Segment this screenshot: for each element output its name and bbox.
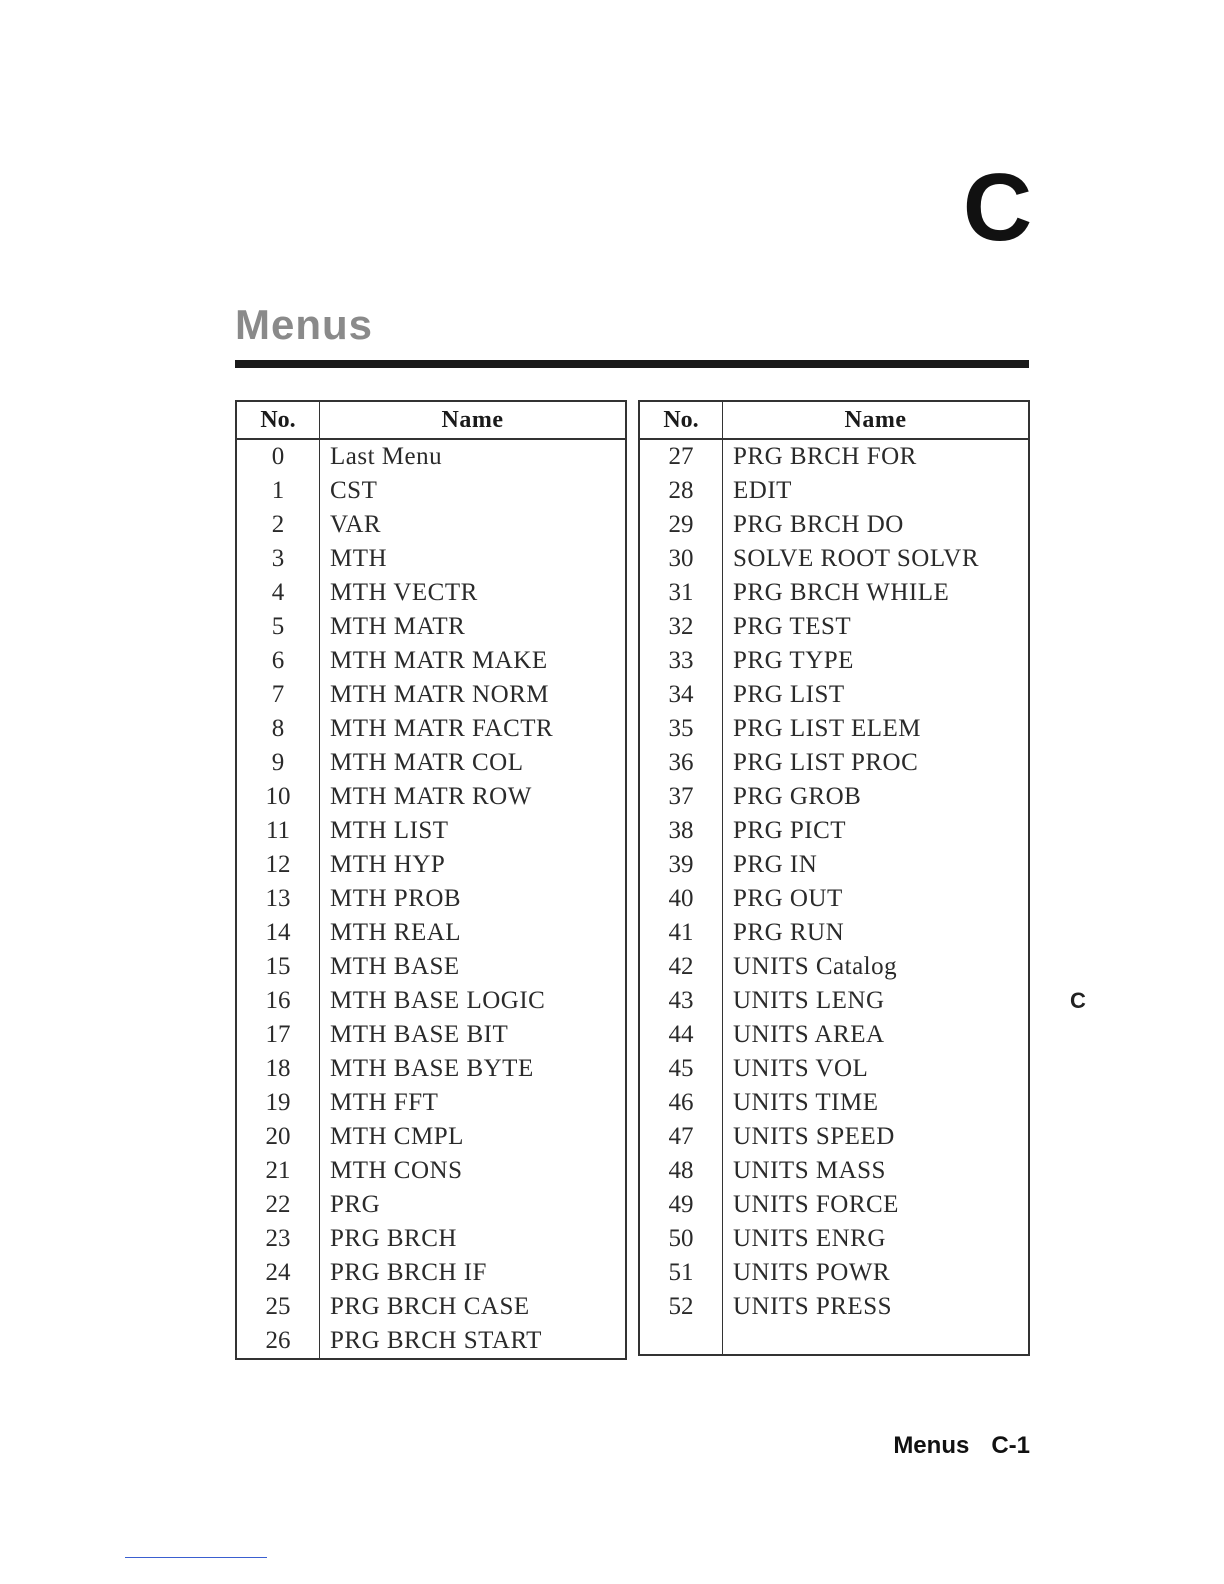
menu-name: UNITS SPEED: [733, 1123, 895, 1150]
bottom-line: [125, 1557, 267, 1558]
menu-name: MTH CMPL: [330, 1123, 464, 1150]
table-row: [639, 542, 1029, 576]
table-row: [639, 916, 1029, 950]
table-row: [236, 882, 626, 916]
menu-name: UNITS AREA: [733, 1021, 885, 1048]
menu-name: PRG BRCH: [330, 1225, 457, 1252]
menu-name: MTH MATR FACTR: [330, 715, 554, 742]
table-header-row: [236, 401, 626, 439]
menu-name: MTH MATR ROW: [330, 783, 532, 810]
menu-number: 29: [639, 508, 723, 542]
menu-name: PRG: [330, 1191, 381, 1218]
menu-name: PRG BRCH WHILE: [733, 579, 950, 606]
menu-name: PRG RUN: [733, 919, 845, 946]
menu-number: 46: [639, 1086, 723, 1120]
menu-table-left: [235, 400, 627, 1360]
menu-number: 13: [236, 882, 320, 916]
menu-name: PRG BRCH START: [330, 1327, 542, 1354]
menu-name: PRG OUT: [733, 885, 843, 912]
menu-name: SOLVE ROOT SOLVR: [733, 545, 980, 572]
table-row: [236, 950, 626, 984]
table-row: [639, 950, 1029, 984]
menu-number: 8: [236, 712, 320, 746]
menu-name: MTH: [330, 545, 388, 572]
menu-number: 33: [639, 644, 723, 678]
table-row: [639, 848, 1029, 882]
menu-number: 11: [236, 814, 320, 848]
menu-number: 30: [639, 542, 723, 576]
menu-name: MTH REAL: [330, 919, 462, 946]
menu-number: 52: [639, 1290, 723, 1324]
table-row: [639, 882, 1029, 916]
table-row: [639, 508, 1029, 542]
column-header-name: Name: [723, 401, 1030, 439]
menu-name: MTH HYP: [330, 851, 446, 878]
menu-name: MTH CONS: [330, 1157, 463, 1184]
menu-name: PRG LIST: [733, 681, 845, 708]
menu-name: MTH FFT: [330, 1089, 439, 1116]
table-row: [639, 1222, 1029, 1256]
table-row: [236, 508, 626, 542]
menu-number: 12: [236, 848, 320, 882]
table-row: [639, 1120, 1029, 1154]
menu-number: 44: [639, 1018, 723, 1052]
table-row: [639, 1188, 1029, 1222]
menu-number: [639, 1324, 723, 1355]
menu-number: 26: [236, 1324, 320, 1359]
menu-name: MTH VECTR: [330, 579, 478, 606]
menu-name: UNITS Catalog: [733, 953, 898, 980]
menu-number: 18: [236, 1052, 320, 1086]
table-row: [236, 1086, 626, 1120]
menu-name: MTH BASE LOGIC: [330, 987, 546, 1014]
table-row: [236, 1324, 626, 1359]
menu-name: UNITS TIME: [733, 1089, 879, 1116]
menu-name: UNITS POWR: [733, 1259, 891, 1286]
column-header-name: Name: [320, 401, 627, 439]
menu-number: 31: [639, 576, 723, 610]
menu-name: MTH LIST: [330, 817, 449, 844]
table-row: [236, 712, 626, 746]
table-row: [236, 1256, 626, 1290]
table-row: [236, 644, 626, 678]
menu-number: 5: [236, 610, 320, 644]
menu-number: 39: [639, 848, 723, 882]
menu-name: UNITS PRESS: [733, 1293, 893, 1320]
menu-number: 28: [639, 474, 723, 508]
menu-name: PRG BRCH CASE: [330, 1293, 530, 1320]
menu-number: 21: [236, 1154, 320, 1188]
table-row: [236, 814, 626, 848]
menu-name: PRG BRCH FOR: [733, 443, 917, 470]
table-row: [639, 1256, 1029, 1290]
menu-number: 6: [236, 644, 320, 678]
table-row: [639, 1324, 1029, 1355]
chapter-letter: C: [962, 154, 1033, 261]
column-header-no: No.: [639, 401, 723, 439]
page-footer: [893, 1432, 1030, 1460]
menu-number: 22: [236, 1188, 320, 1222]
table-row: [639, 474, 1029, 508]
table-row: [639, 610, 1029, 644]
table-row: [236, 576, 626, 610]
menu-number: 35: [639, 712, 723, 746]
table-row: [236, 678, 626, 712]
table-row: [236, 439, 626, 474]
menu-number: 34: [639, 678, 723, 712]
table-row: [639, 814, 1029, 848]
menu-name: [723, 1324, 1030, 1355]
menu-name: UNITS VOL: [733, 1055, 869, 1082]
table-row: [639, 1052, 1029, 1086]
table-row: [639, 746, 1029, 780]
menu-name: MTH MATR MAKE: [330, 647, 548, 674]
menu-name: PRG GROB: [733, 783, 862, 810]
footer-section: Menus: [893, 1432, 970, 1459]
menu-number: 1: [236, 474, 320, 508]
menu-number: 27: [639, 439, 723, 474]
table-row: [236, 780, 626, 814]
table-row: [236, 1188, 626, 1222]
menu-number: 47: [639, 1120, 723, 1154]
table-row: [236, 1222, 626, 1256]
menu-name: PRG TEST: [733, 613, 852, 640]
table-row: [639, 439, 1029, 474]
menu-number: 15: [236, 950, 320, 984]
table-row: [639, 984, 1029, 1018]
column-header-no: No.: [236, 401, 320, 439]
table-row: [236, 1018, 626, 1052]
menu-name: CST: [330, 477, 378, 504]
menu-number: 38: [639, 814, 723, 848]
table-row: [236, 1120, 626, 1154]
menu-name: VAR: [330, 511, 382, 538]
table-row: [236, 1154, 626, 1188]
table-row: [236, 984, 626, 1018]
menu-number: 3: [236, 542, 320, 576]
menu-number: 19: [236, 1086, 320, 1120]
table-row: [236, 542, 626, 576]
menu-number: 50: [639, 1222, 723, 1256]
menu-number: 2: [236, 508, 320, 542]
menu-number: 4: [236, 576, 320, 610]
menu-number: 40: [639, 882, 723, 916]
table-row: [236, 916, 626, 950]
menu-number: 10: [236, 780, 320, 814]
table-row: [639, 1086, 1029, 1120]
page-number: C-1: [991, 1432, 1030, 1459]
menu-number: 17: [236, 1018, 320, 1052]
menu-number: 45: [639, 1052, 723, 1086]
title-rule: [235, 360, 1029, 368]
menu-number: 36: [639, 746, 723, 780]
menu-name: UNITS ENRG: [733, 1225, 886, 1252]
menu-name: UNITS MASS: [733, 1157, 886, 1184]
menu-number: 48: [639, 1154, 723, 1188]
menu-number: 0: [236, 439, 320, 474]
menu-number: 23: [236, 1222, 320, 1256]
menu-name: Last Menu: [330, 443, 443, 470]
side-tab-letter: C: [1070, 988, 1086, 1013]
table-row: [236, 848, 626, 882]
menu-number: 43: [639, 984, 723, 1018]
menu-number: 37: [639, 780, 723, 814]
menu-number: 49: [639, 1188, 723, 1222]
menu-name: MTH PROB: [330, 885, 462, 912]
menu-name: MTH BASE: [330, 953, 460, 980]
menu-name: MTH MATR COL: [330, 749, 524, 776]
menu-name: MTH MATR: [330, 613, 466, 640]
menu-table-right: [638, 400, 1030, 1356]
menu-number: 51: [639, 1256, 723, 1290]
table-row: [639, 644, 1029, 678]
menu-number: 16: [236, 984, 320, 1018]
table-row: [639, 1154, 1029, 1188]
menu-name: PRG IN: [733, 851, 818, 878]
table-row: [236, 474, 626, 508]
menu-name: PRG LIST PROC: [733, 749, 919, 776]
menu-name: PRG TYPE: [733, 647, 854, 674]
menu-number: 9: [236, 746, 320, 780]
menu-number: 7: [236, 678, 320, 712]
menu-name: PRG PICT: [733, 817, 847, 844]
page-title: Menus: [235, 301, 374, 348]
table-row: [639, 1018, 1029, 1052]
menu-name: PRG BRCH DO: [733, 511, 904, 538]
table-row: [236, 610, 626, 644]
menu-number: 24: [236, 1256, 320, 1290]
table-row: [639, 780, 1029, 814]
table-row: [639, 678, 1029, 712]
menu-number: 42: [639, 950, 723, 984]
menu-name: EDIT: [733, 477, 792, 504]
menu-number: 25: [236, 1290, 320, 1324]
table-header-row: [639, 401, 1029, 439]
menu-name: UNITS LENG: [733, 987, 885, 1014]
menu-number: 20: [236, 1120, 320, 1154]
table-row: [639, 1290, 1029, 1324]
menu-number: 41: [639, 916, 723, 950]
table-row: [236, 1290, 626, 1324]
table-row: [639, 576, 1029, 610]
table-row: [639, 712, 1029, 746]
menu-number: 14: [236, 916, 320, 950]
table-row: [236, 1052, 626, 1086]
menu-name: MTH BASE BIT: [330, 1021, 509, 1048]
menu-name: PRG BRCH IF: [330, 1259, 487, 1286]
table-row: [236, 746, 626, 780]
menu-name: UNITS FORCE: [733, 1191, 899, 1218]
menu-name: MTH MATR NORM: [330, 681, 550, 708]
menu-name: MTH BASE BYTE: [330, 1055, 534, 1082]
menu-name: PRG LIST ELEM: [733, 715, 921, 742]
menu-number: 32: [639, 610, 723, 644]
